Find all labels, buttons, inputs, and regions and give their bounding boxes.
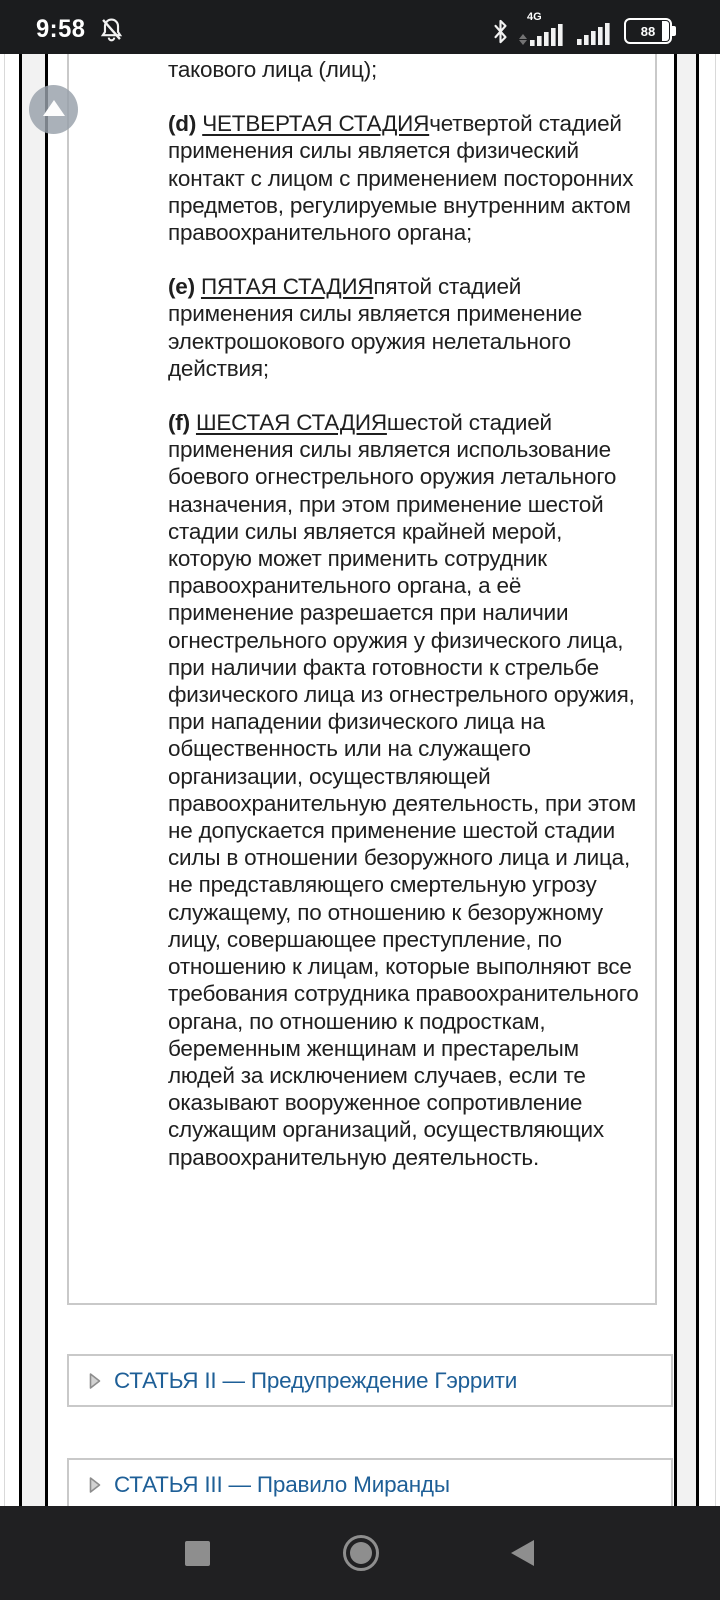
circle-icon: [342, 1534, 380, 1572]
paragraph-body: четвертой стадией применения силы является физический контакт с лицом с применением посторонних предметов, регулируемые внутренним актом правоохранительного органа;: [168, 111, 634, 246]
list-marker: (d): [168, 111, 197, 137]
navigation-bar: [0, 1506, 720, 1600]
page-content: [0, 54, 720, 1506]
section-title: СТАТЬЯ II — Предупреждение Гэррити: [114, 1367, 518, 1393]
disclosure-triangle-icon: [89, 1372, 101, 1390]
clock-label: 9:58: [36, 14, 86, 43]
paragraph-e: [168, 273, 649, 382]
table-border-line: [696, 54, 699, 1506]
section-title: СТАТЬЯ III — Правило Миранды: [114, 1471, 450, 1497]
paragraph-f: [168, 409, 649, 1171]
data-activity-icon: [519, 34, 527, 45]
paragraph-partial: такового лица (лиц);: [168, 57, 378, 82]
list-marker: (f): [168, 410, 190, 436]
document-body-cell: [67, 54, 657, 1305]
battery-fill: [662, 21, 669, 41]
document-text: [69, 54, 655, 1171]
home-button[interactable]: [342, 1534, 380, 1572]
section-toggle-article-3[interactable]: [67, 1458, 673, 1506]
sim2-signal-bars-icon: [577, 23, 613, 45]
outer-table-border-line: [4, 54, 5, 1506]
table-gutter-strip: [22, 54, 45, 1506]
outer-table-border-line: [715, 54, 716, 1506]
recents-button[interactable]: [185, 1541, 210, 1566]
status-bar: [0, 0, 720, 54]
paragraph-d: [168, 110, 649, 246]
table-gutter-strip: [677, 54, 696, 1506]
stage-title-underlined: ШЕСТАЯ СТАДИЯ: [195, 410, 387, 436]
paragraph-body: шестой стадией применения силы является использование боевого огнестрельного оружия летального назначения, при этом применение шестой стадии силы является крайней мерой, которую может применить сотрудник правоохранительного органа, а её применение разрешается при наличии огнестрельного оружия у физического лица, при наличии факта готовности к стрельбе физического лица из огнестрельного оружия, при нападении физического лица на общественность или на служащего организации, осуществляющей правоохранительную деятельность, при этом не допускается применение шестой стадии силы в отношении безоружного лица и лица, не представляющего смертельную угрозу служащему, по отношению к безоружному лицу, совершающее преступление, по отношению к лицам, которые выполняют все требования сотрудника правоохранительного органа, по отношению к подросткам, беременным женщинам и престарелым людей за исключением случаев, если те оказывают вооруженное сопротивление служащим организаций, осуществляющих правоохранительную деятельность.: [168, 410, 639, 1170]
stage-title-underlined: ЧЕТВЕРТАЯ СТАДИЯ: [202, 111, 430, 137]
bluetooth-icon: [493, 19, 508, 44]
paragraph-body: пятой стадией применения силы является применение электрошокового оружия нелетального действия;: [168, 274, 583, 381]
status-right: [493, 12, 672, 46]
triangle-left-icon: [511, 1540, 535, 1566]
list-marker: (e): [168, 274, 195, 300]
arrow-up-icon: [43, 100, 65, 116]
section-toggle-article-2[interactable]: [67, 1354, 673, 1407]
scroll-to-top-button[interactable]: [29, 85, 78, 134]
stage-title-underlined: ПЯТАЯ СТАДИЯ: [200, 274, 374, 300]
table-border-line: [45, 54, 48, 1506]
sim1-signal: [519, 12, 566, 46]
signal-bars-icon: [530, 24, 566, 46]
back-button[interactable]: [511, 1540, 535, 1566]
battery-level: 88: [640, 23, 656, 39]
battery-nub: [672, 26, 676, 36]
square-icon: [185, 1541, 210, 1566]
bell-slash-icon: [98, 16, 125, 43]
status-left: [36, 15, 125, 44]
battery-icon: [624, 18, 672, 44]
network-type-label: 4G: [527, 11, 542, 23]
disclosure-triangle-icon: [89, 1476, 101, 1494]
